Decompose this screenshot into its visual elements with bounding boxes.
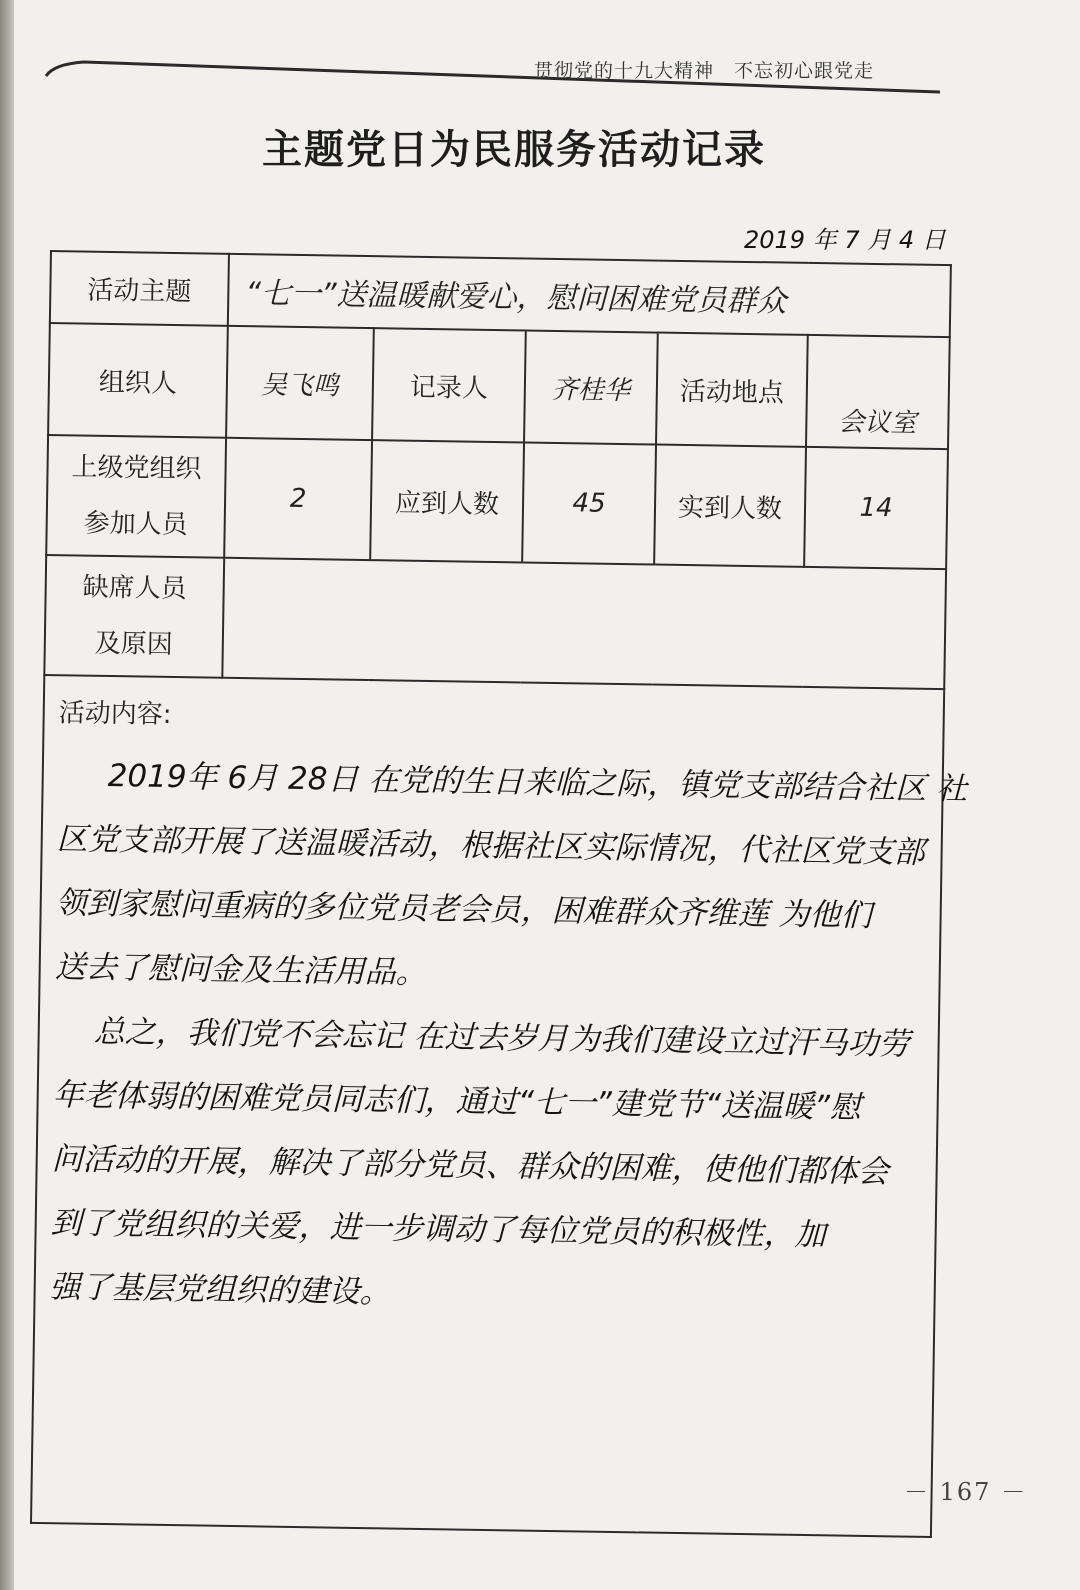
page-title: 主题党日为民服务活动记录 [262,126,766,173]
absent-label-line2: 及原因 [94,628,174,660]
content-row [31,675,944,1537]
absent-label-line1: 缺席人员 [82,572,187,605]
recorder-label: 记录人 [372,328,526,442]
content-line: 送去了慰问金及生活用品。 [54,949,427,992]
expected-count-value: 45 [522,442,656,564]
location-value: 会议室 [806,335,950,449]
content-line: 领到家慰问重病的多位党员老会员，困难群众齐维莲 为他们 [55,885,872,934]
expected-count-label: 应到人数 [370,440,524,562]
content-label: 活动内容: [58,698,172,730]
absent-value [222,558,946,689]
page-number: － 167 － [904,1478,1028,1506]
content-line: 问活动的开展，解决了部分党员、群众的困难，使他们都体会 [51,1141,889,1191]
actual-count-value: 14 [804,447,948,569]
content-line: 2019年 6月 28日 在党的生日来临之际，镇党支部结合社区 社 [107,757,968,808]
superior-attendees-label-line1: 上级党组织 [71,452,202,485]
book-binding [0,0,14,1590]
location-label: 活动地点 [656,333,808,447]
theme-label: 活动主题 [50,251,229,326]
superior-attendees-label [46,435,226,558]
theme-value: “七一”送温暖献爱心，慰问困难党员群众 [228,254,951,337]
content-line: 到了党组织的关爱，进一步调动了每位党员的积极性，加 [50,1205,826,1254]
content-line: 区党支部开展了送温暖活动，根据社区实际情况，代社区党支部 [56,821,925,871]
absent-row [44,555,946,689]
recorder-value: 齐桂华 [524,330,658,444]
record-date: 2019 年 7 月 4 日 [744,226,946,254]
attendance-row [46,435,948,569]
content-line: 年老体弱的困难党员同志们，通过“七一”建党节“送温暖”慰 [52,1077,862,1126]
document-page [14,0,1080,1590]
absent-label [44,555,224,678]
content-line: 强了基层党组织的建设。 [49,1269,391,1311]
content-line: 总之，我们党不会忘记 在过去岁月为我们建设立过汗马功劳 [93,1013,910,1063]
organizer-value: 吴飞鸣 [226,326,374,440]
organizer-row [48,323,950,449]
actual-count-label: 实到人数 [654,445,806,567]
organizer-label: 组织人 [48,323,228,438]
superior-attendees-value: 2 [224,438,372,560]
superior-attendees-label-line2: 参加人员 [83,508,188,541]
running-head: 贯彻党的十九大精神 不忘初心跟党走 [534,60,875,82]
